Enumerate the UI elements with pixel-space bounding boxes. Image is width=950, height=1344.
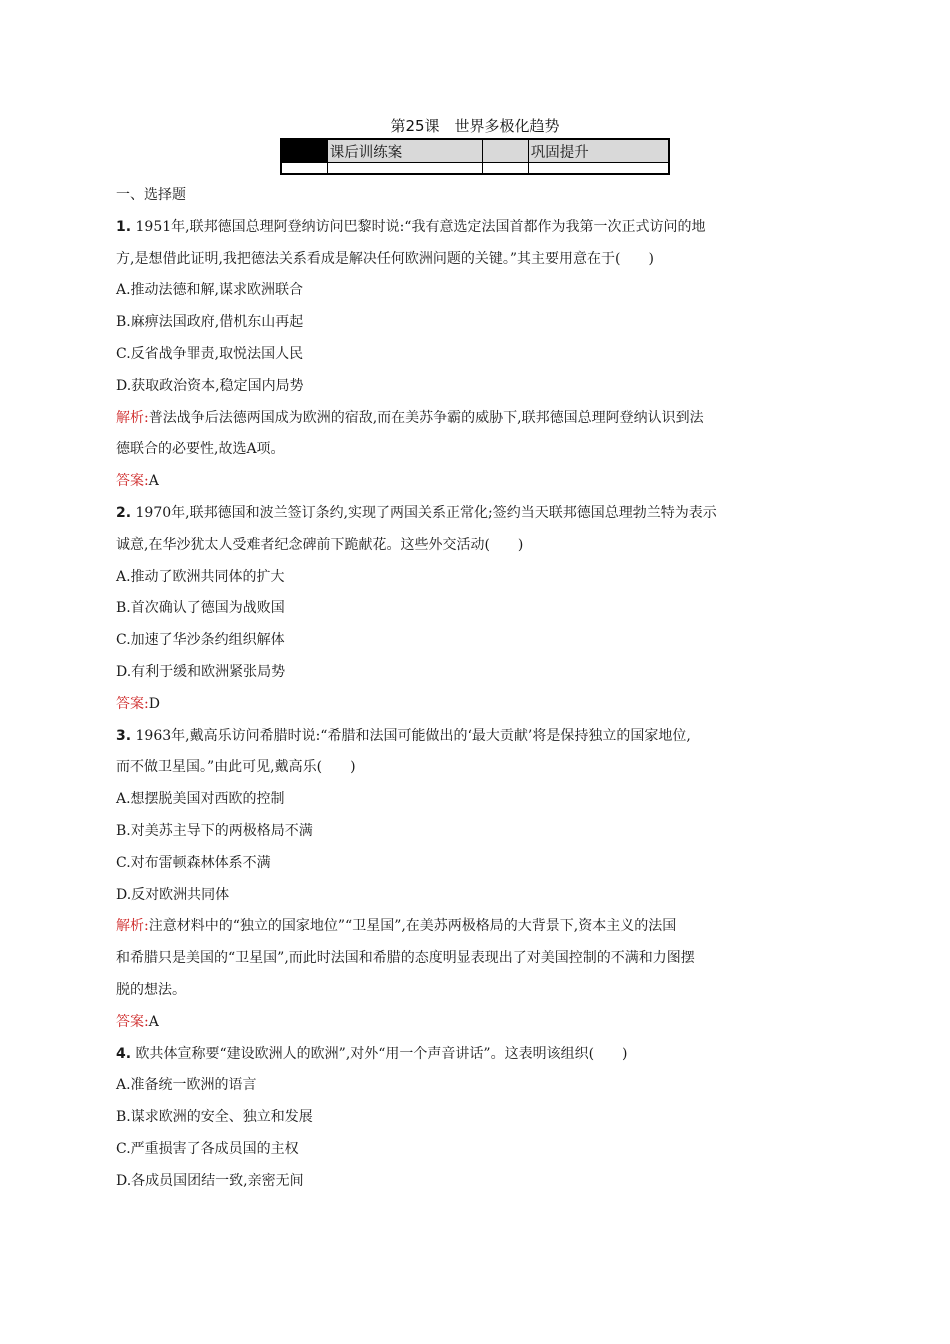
question-4-line-1: 4. 欧共体宣称要“建设欧洲人的欧洲”,对外“用一个声音讲话”。这表明该组织( ) [116, 1045, 628, 1062]
option-4-a: A.准备统一欧洲的语言 [116, 1077, 257, 1094]
answer-label: 答案: [116, 1013, 149, 1030]
header-cell-consolidate: 巩固提升 [528, 139, 669, 163]
analysis-label: 解析: [116, 918, 149, 935]
answer-1: 答案:A [116, 473, 159, 490]
analysis-1-line-2: 德联合的必要性,故选A项。 [116, 441, 285, 458]
option-4-b: B.谋求欧洲的安全、独立和发展 [116, 1109, 313, 1126]
header-cell-empty [528, 163, 669, 175]
option-3-a: A.想摆脱美国对西欧的控制 [116, 791, 285, 808]
option-4-c: C.严重损害了各成员国的主权 [116, 1140, 299, 1157]
option-2-d: D.有利于缓和欧洲紧张局势 [116, 663, 286, 680]
section-title: 一、选择题 [116, 187, 186, 203]
option-1-b: B.麻痹法国政府,借机东山再起 [116, 314, 304, 331]
option-2-c: C.加速了华沙条约组织解体 [116, 632, 285, 649]
question-2-line-1: 2. 1970年,联邦德国和波兰签订条约,实现了两国关系正常化;签约当天联邦德国总理勃兰特为表示 [116, 504, 717, 521]
option-1-d: D.获取政治资本,稳定国内局势 [116, 377, 304, 394]
header-cell-blank [482, 139, 528, 163]
header-cell-black [281, 139, 327, 163]
option-2-b: B.首次确认了德国为战败国 [116, 600, 285, 617]
answer-2: 答案:D [116, 695, 160, 712]
option-1-a: A.推动法德和解,谋求欧洲联合 [116, 282, 304, 299]
question-number: 1. [116, 218, 132, 235]
question-3-line-2: 而不做卫星国。”由此可见,戴高乐( ) [116, 759, 356, 776]
header-cell-homework: 课后训练案 [327, 139, 482, 163]
header-cell-empty [482, 163, 528, 175]
option-3-c: C.对布雷顿森林体系不满 [116, 854, 271, 871]
question-number: 2. [116, 504, 132, 521]
option-4-d: D.各成员国团结一致,亲密无间 [116, 1172, 304, 1189]
document-body [116, 180, 836, 1198]
page-title: 第25课 世界多极化趋势 [390, 117, 560, 135]
question-1-line-1: 1. 1951年,联邦德国总理阿登纳访问巴黎时说:“我有意选定法国首都作为我第一次正式访问的地 [116, 218, 706, 235]
question-number: 4. [116, 1045, 132, 1062]
option-3-d: D.反对欧洲共同体 [116, 886, 230, 903]
analysis-3-line-2: 和希腊只是美国的“卫星国”,而此时法国和希腊的态度明显表现出了对美国控制的不满和力图摆 [116, 950, 695, 967]
header-cell-empty [327, 163, 482, 175]
answer-label: 答案: [116, 695, 149, 712]
analysis-1-line-1: 解析:普法战争后法德两国成为欧洲的宿敌,而在美苏争霸的威胁下,联邦德国总理阿登纳认识到法 [116, 409, 704, 426]
analysis-label: 解析: [116, 409, 149, 426]
analysis-3-line-3: 脱的想法。 [116, 981, 186, 998]
question-2-line-2: 诚意,在华沙犹太人受难者纪念碑前下跪献花。这些外交活动( ) [116, 536, 524, 553]
option-3-b: B.对美苏主导下的两极格局不满 [116, 822, 313, 839]
analysis-3-line-1: 解析:注意材料中的“独立的国家地位”“卫星国”,在美苏两极格局的大背景下,资本主义的法国 [116, 918, 677, 935]
question-1-line-2: 方,是想借此证明,我把德法关系看成是解决任何欧洲问题的关键。”其主要用意在于( ) [116, 250, 654, 267]
header-table [280, 138, 670, 175]
header-cell-empty [281, 163, 327, 175]
question-3-line-1: 3. 1963年,戴高乐访问希腊时说:“希腊和法国可能做出的‘最大贡献’将是保持独立的国家地位, [116, 727, 691, 744]
option-1-c: C.反省战争罪责,取悦法国人民 [116, 345, 304, 362]
answer-3: 答案:A [116, 1013, 159, 1030]
option-2-a: A.推动了欧洲共同体的扩大 [116, 568, 285, 585]
question-number: 3. [116, 727, 132, 744]
answer-label: 答案: [116, 473, 149, 490]
